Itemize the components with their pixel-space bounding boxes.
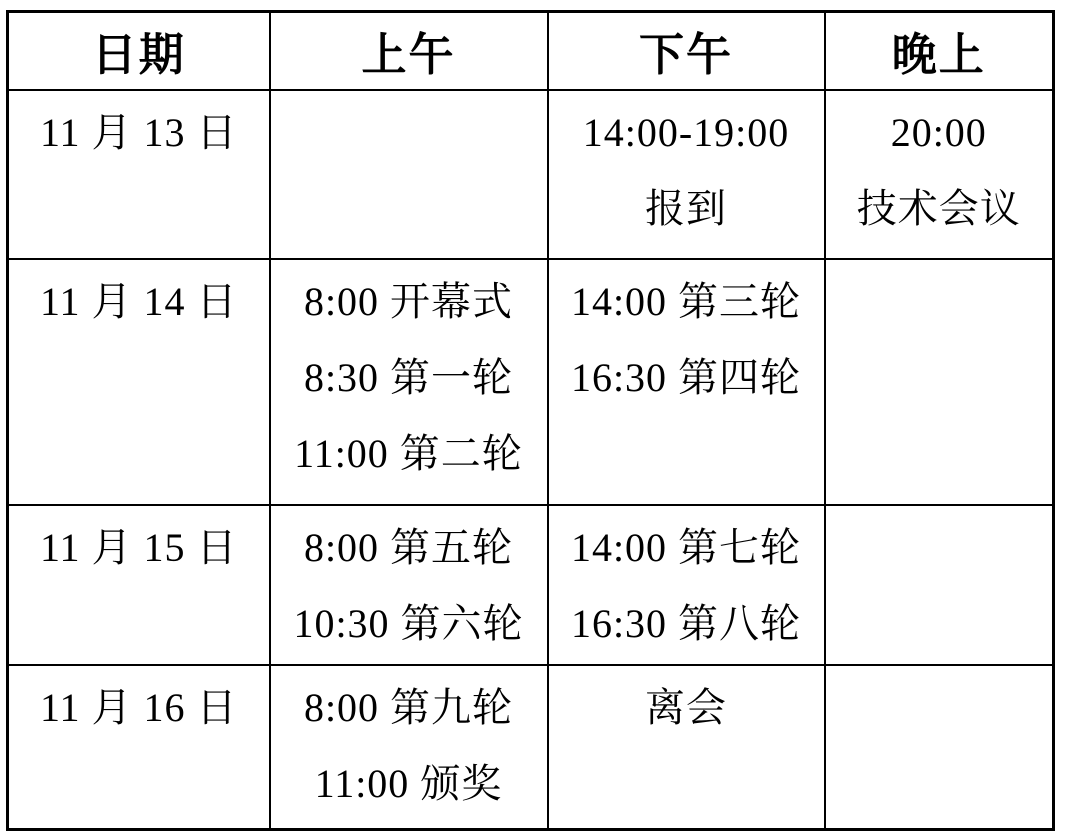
- cell-evening: [825, 505, 1054, 665]
- schedule-table: [6, 10, 1055, 831]
- cell-afternoon: [548, 505, 825, 665]
- schedule-entry: 离会: [645, 684, 727, 730]
- date-text: 11 月 13 日: [39, 109, 238, 155]
- schedule-entry: 20:00: [890, 109, 987, 155]
- schedule-entry: 14:00 第三轮: [570, 278, 802, 324]
- table-row-nov14: [8, 259, 1054, 505]
- cell-date: [8, 90, 270, 259]
- schedule-entry: 16:30 第四轮: [570, 354, 802, 400]
- header-cell-morning: 上午: [270, 12, 548, 90]
- cell-afternoon: [548, 90, 825, 259]
- schedule-entry: 11:00 第二轮: [294, 430, 523, 476]
- schedule-entry: 8:00 开幕式: [303, 278, 514, 324]
- schedule-entry: 8:00 第五轮: [303, 524, 514, 570]
- header-cell-date: 日期: [8, 12, 270, 90]
- table-row-nov15: [8, 505, 1054, 665]
- schedule-entry: 8:30 第一轮: [303, 354, 514, 400]
- schedule-entry: 8:00 第九轮: [303, 684, 514, 730]
- cell-morning: [270, 259, 548, 505]
- schedule-entry: 14:00 第七轮: [570, 524, 802, 570]
- header-row: [8, 12, 1054, 90]
- cell-morning: [270, 90, 548, 259]
- cell-date: [8, 259, 270, 505]
- header-cell-evening: 晚上: [825, 12, 1054, 90]
- cell-evening: [825, 259, 1054, 505]
- cell-morning: [270, 505, 548, 665]
- schedule-entry: 16:30 第八轮: [570, 600, 802, 646]
- cell-date: [8, 505, 270, 665]
- date-text: 11 月 14 日: [39, 278, 238, 324]
- date-text: 11 月 16 日: [39, 684, 238, 730]
- schedule-entry: 14:00-19:00: [582, 109, 790, 155]
- cell-evening: [825, 90, 1054, 259]
- schedule-entry: 11:00 颁奖: [314, 760, 503, 806]
- cell-evening: [825, 665, 1054, 830]
- cell-date: [8, 665, 270, 830]
- schedule-entry: 技术会议: [856, 185, 1021, 231]
- cell-afternoon: [548, 665, 825, 830]
- header-cell-afternoon: 下午: [548, 12, 825, 90]
- date-text: 11 月 15 日: [39, 524, 238, 570]
- cell-morning: [270, 665, 548, 830]
- cell-afternoon: [548, 259, 825, 505]
- table-row-nov13: [8, 90, 1054, 259]
- table-row-nov16: [8, 665, 1054, 830]
- schedule-entry: 报到: [645, 185, 727, 231]
- schedule-entry: 10:30 第六轮: [293, 600, 524, 646]
